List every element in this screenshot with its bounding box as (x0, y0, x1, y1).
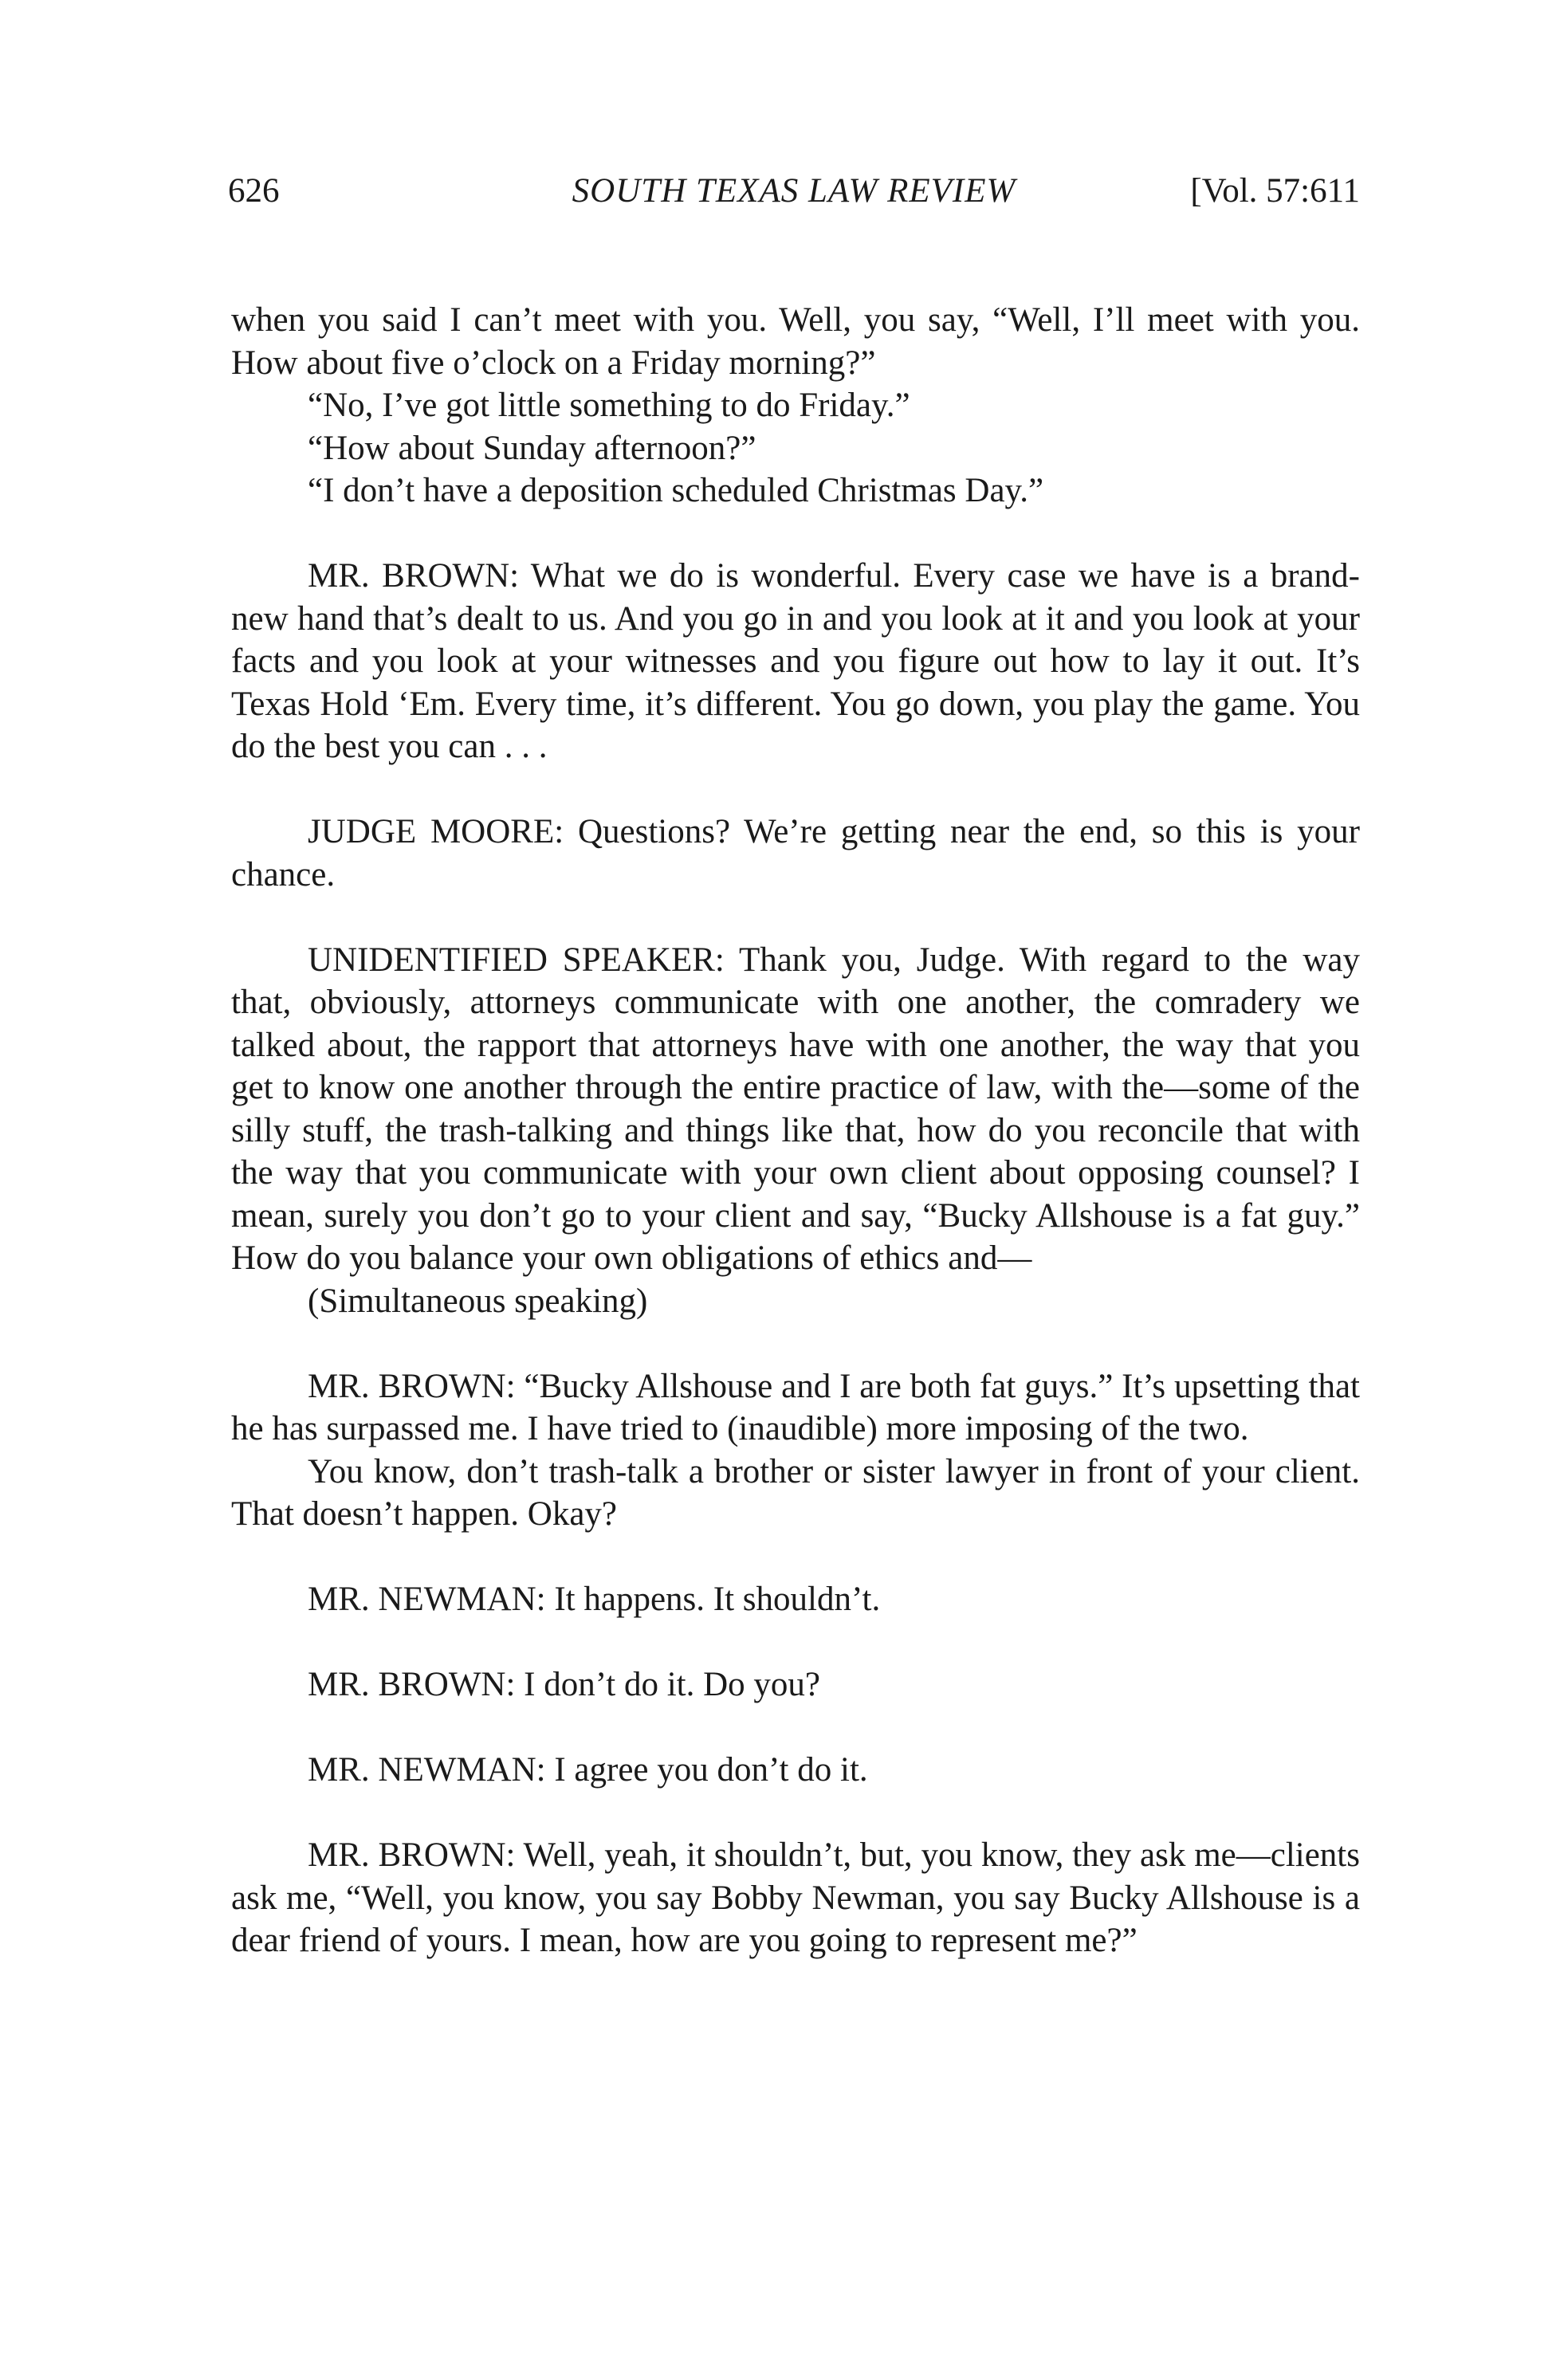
paragraph: MR. NEWMAN: It happens. It shouldn’t. (308, 1581, 881, 1618)
paragraph: You know, don’t trash-talk a brother or sister lawyer in front of your client. That doesn’t happen. Okay? (231, 1452, 1360, 1533)
paragraph: “No, I’ve got little something to do Friday.” (308, 387, 910, 424)
journal-title: SOUTH TEXAS LAW REVIEW (572, 172, 1016, 210)
body-text (231, 299, 1360, 1962)
paragraph: JUDGE MOORE: Questions? We’re getting near the end, so this is your chance. (231, 813, 1360, 893)
page-number: 626 (228, 172, 280, 210)
running-head (228, 167, 1360, 215)
volume-citation: [Vol. 57:611 (1190, 172, 1360, 210)
paragraph: when you said I can’t meet with you. Well, you say, “Well, I’ll meet with you. How about five o’clock on a Friday morning?” (231, 301, 1360, 382)
paragraph: “I don’t have a deposition scheduled Christmas Day.” (308, 472, 1044, 509)
paragraph: UNIDENTIFIED SPEAKER: Thank you, Judge. With regard to the way that, obviously, attorneys communicate with one another, the comradery we talked about, the rapport that attorneys have with one another, the way that you get to know one another through the entire practice of law, with the—some of the silly stuff, the trash-talking and things like that, how do you reconcile that with the way that you communicate with your own client about opposing counsel? I mean, surely you don’t go to your client and say, “Bucky Allshouse is a fat guy.” How do you balance your own obligations of ethics and— (231, 941, 1360, 1277)
paragraph: MR. BROWN: Well, yeah, it shouldn’t, but, you know, they ask me—clients ask me, “Well, you know, you say Bobby Newman, you say Bucky Allshouse is a dear friend of yours. I mean, how are you going to represent me?” (231, 1836, 1360, 1959)
paragraph: MR. NEWMAN: I agree you don’t do it. (308, 1751, 868, 1789)
paragraph: MR. BROWN: I don’t do it. Do you? (308, 1666, 821, 1703)
paragraph: MR. BROWN: “Bucky Allshouse and I are both fat guys.” It’s upsetting that he has surpassed me. I have tried to (inaudible) more imposing of the two. (231, 1367, 1360, 1447)
paragraph: MR. BROWN: What we do is wonderful. Every case we have is a brand-new hand that’s dealt to us. And you go in and you look at it and you look at your facts and you look at your witnesses and you figure out how to lay it out. It’s Texas Hold ‘Em. Every time, it’s different. You go down, you play the game. You do the best you can . . . (231, 557, 1360, 765)
paragraph: “How about Sunday afternoon?” (308, 429, 756, 467)
paragraph: (Simultaneous speaking) (308, 1282, 648, 1320)
